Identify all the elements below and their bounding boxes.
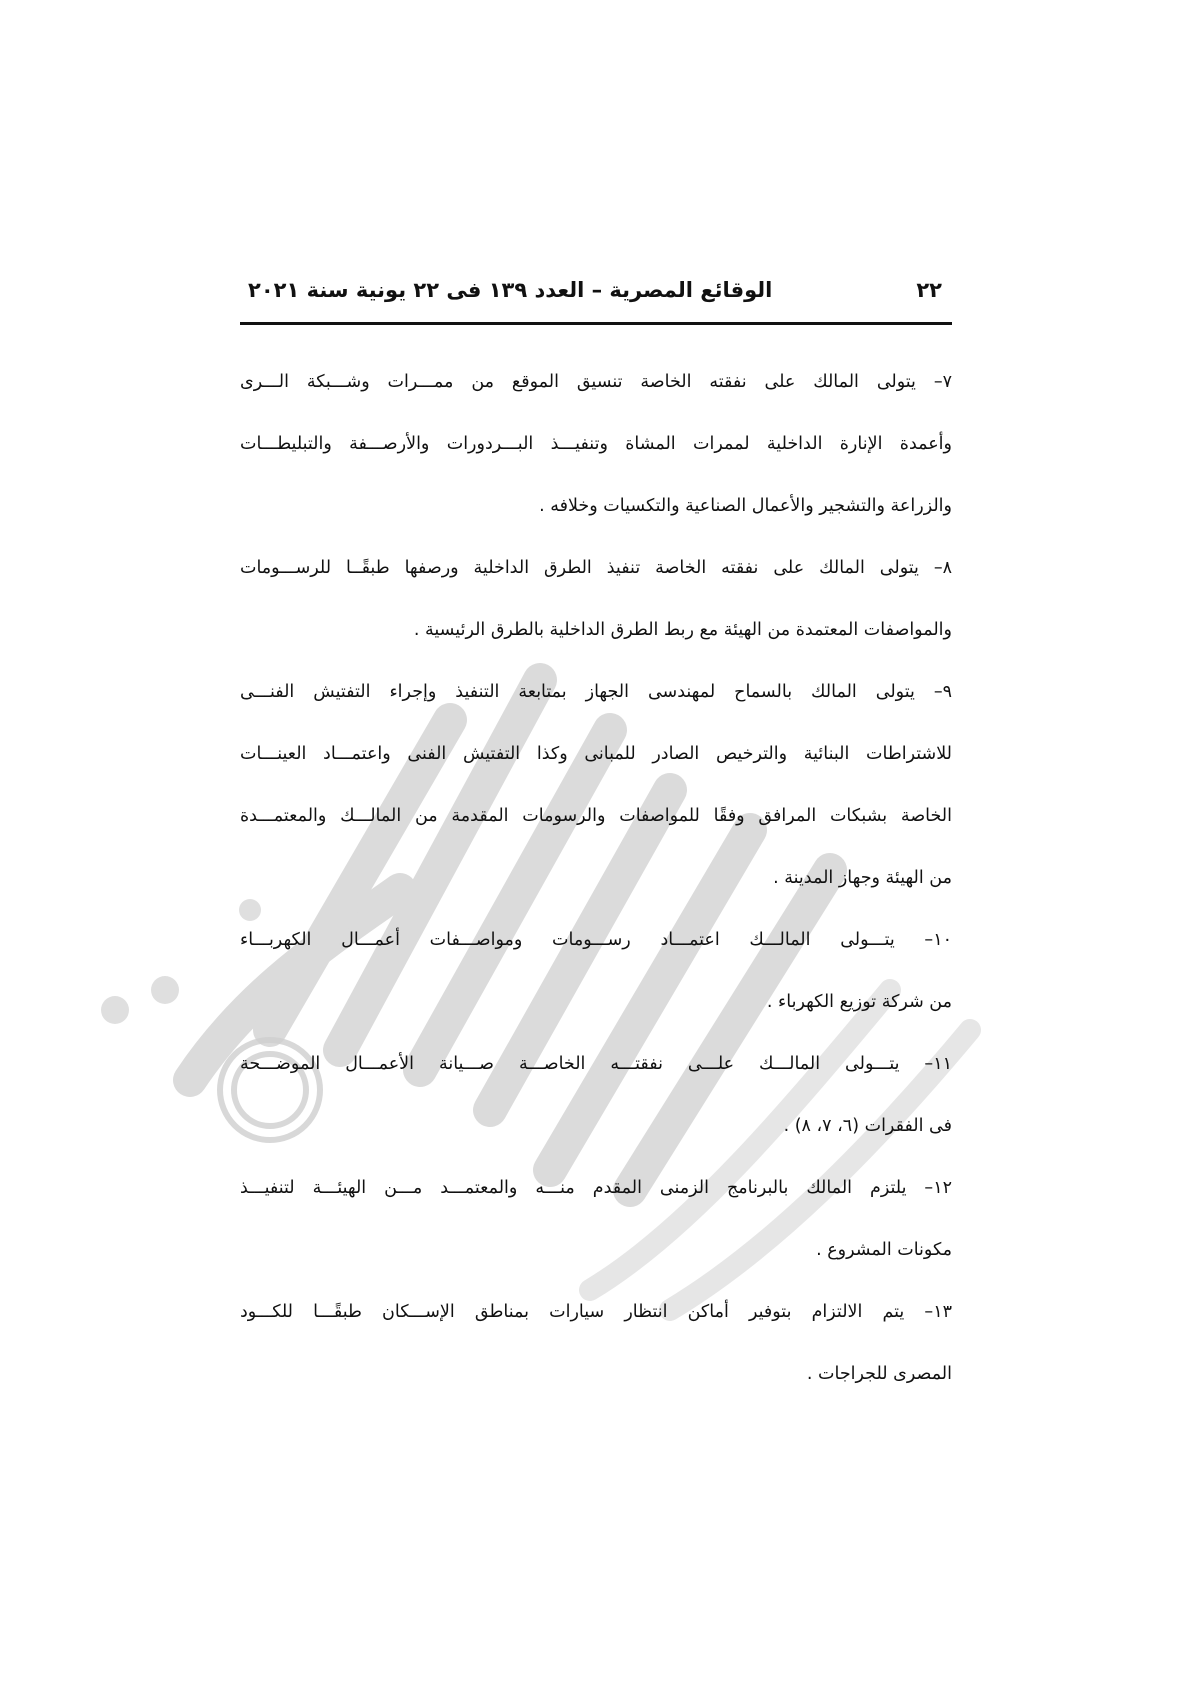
clause-item bbox=[240, 1049, 952, 1173]
clause-line: للاشتراطات البنائية والترخيص الصادر للمبانى وكذا التفتيش الفنى واعتمـــاد العينـــات bbox=[240, 744, 952, 764]
clause-line: المصرى للجراجات . bbox=[806, 1364, 952, 1384]
clause-line: فى الفقرات (٦، ٧، ٨) . bbox=[783, 1116, 952, 1136]
clause-line: ١١– يتـــولى المالـــك علـــى نفقتـــه الخاصـــة صـــيانة الأعمـــال الموضـــحة bbox=[240, 1054, 952, 1074]
document-body bbox=[240, 367, 952, 1421]
clause-line: ٩– يتولى المالك بالسماح لمهندسى الجهاز بمتابعة التنفيذ وإجراء التفتيش الفنـــى bbox=[240, 682, 952, 702]
clause-line: من شركة توزيع الكهرباء . bbox=[766, 992, 952, 1012]
clause-line: من الهيئة وجهاز المدينة . bbox=[773, 868, 952, 888]
page-number: ٢٢ bbox=[916, 278, 942, 302]
clause-line: ٨– يتولى المالك على نفقته الخاصة تنفيذ الطرق الداخلية ورصفها طبقًــا للرســـومات bbox=[240, 558, 952, 578]
clause-line: مكونات المشروع . bbox=[816, 1240, 952, 1260]
clause-item bbox=[240, 1297, 952, 1421]
clause-item bbox=[240, 1173, 952, 1297]
clause-line: ١٢– يلتزم المالك بالبرنامج الزمنى المقدم منـــه والمعتمـــد مـــن الهيئـــة لتنفيـــذ bbox=[240, 1178, 952, 1198]
clause-line: ١٣– يتم الالتزام بتوفير أماكن انتظار سيارات بمناطق الإســـكان طبقًـــا للكـــود bbox=[240, 1302, 952, 1322]
document-page bbox=[240, 0, 952, 1683]
clause-line: وأعمدة الإنارة الداخلية لممرات المشاة وتنفيـــذ البـــردورات والأرصـــفة والتبليطـــات bbox=[240, 434, 952, 454]
clause-line: والمواصفات المعتمدة من الهيئة مع ربط الطرق الداخلية بالطرق الرئيسية . bbox=[413, 620, 952, 640]
clause-item bbox=[240, 553, 952, 677]
clause-line: ١٠– يتـــولى المالـــك اعتمـــاد رســـومات ومواصـــفات أعمـــال الكهربـــاء bbox=[240, 930, 952, 950]
page-header bbox=[240, 272, 952, 312]
clause-line: ٧– يتولى المالك على نفقته الخاصة تنسيق الموقع من ممـــرات وشـــبكة الـــرى bbox=[240, 372, 952, 392]
publication-title: الوقائع المصرية – العدد ١٣٩ فى ٢٢ يونية سنة ٢٠٢١ bbox=[248, 278, 773, 302]
clause-item bbox=[240, 677, 952, 925]
header-rule bbox=[240, 322, 952, 325]
clause-line: والزراعة والتشجير والأعمال الصناعية والتكسيات وخلافه . bbox=[539, 496, 952, 516]
clause-item bbox=[240, 367, 952, 553]
clause-item bbox=[240, 925, 952, 1049]
clause-line: الخاصة بشبكات المرافق وفقًا للمواصفات والرسومات المقدمة من المالـــك والمعتمـــدة bbox=[240, 806, 952, 826]
